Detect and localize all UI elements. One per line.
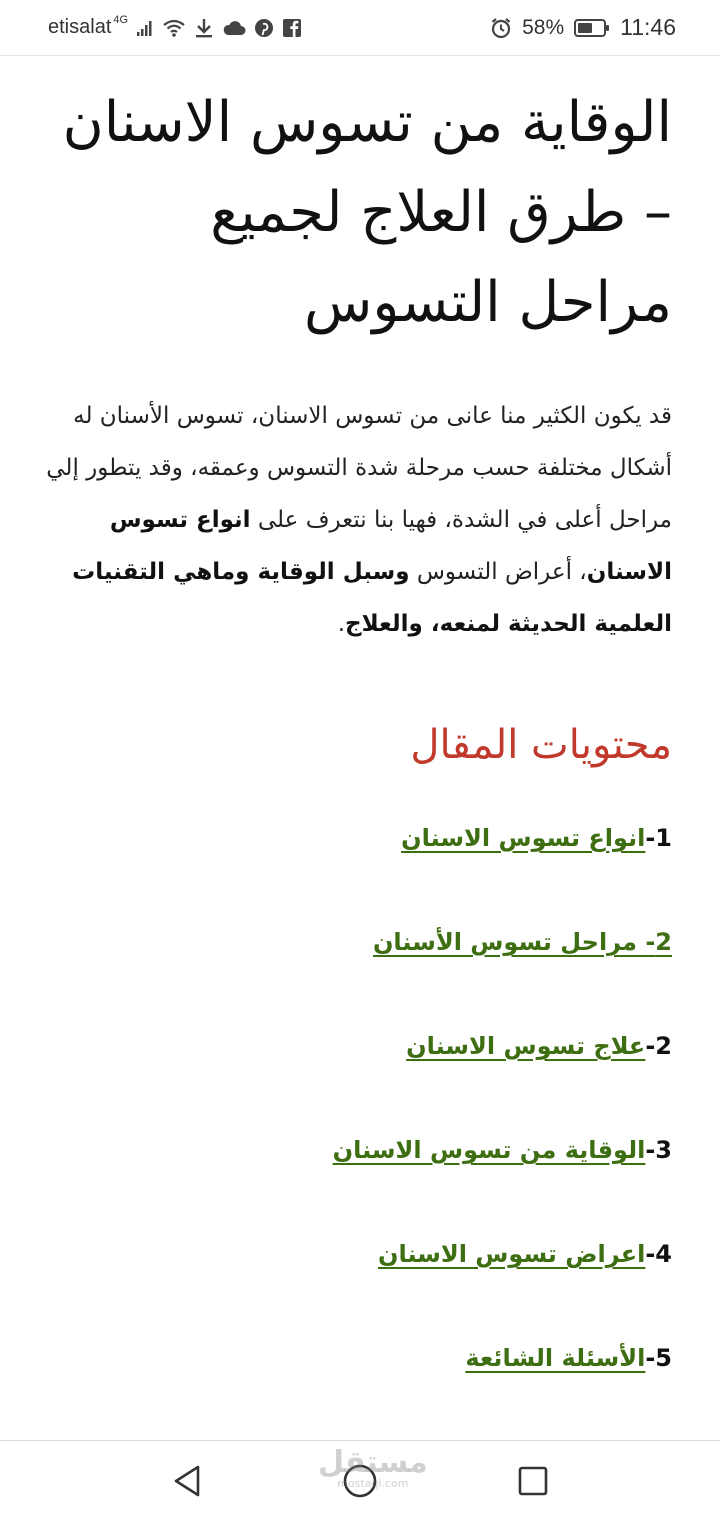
- toc-link-faq[interactable]: الأسئلة الشائعة: [465, 1344, 646, 1372]
- back-button[interactable]: [157, 1451, 217, 1511]
- intro-text-3: .: [337, 611, 346, 637]
- status-bar-right: [490, 14, 676, 41]
- intro-bold-1: انواع تسوس الاسنان: [109, 507, 672, 585]
- status-bar-left: [48, 13, 302, 39]
- toc-link-caries-stages[interactable]: 2- مراحل تسوس الأسنان: [372, 928, 672, 956]
- article-title: الوقاية من تسوس الاسنان – طرق العلاج لجميع مراحل التسوس: [62, 90, 672, 335]
- toc-item-number: 1-: [645, 824, 672, 852]
- toc-link-caries-treatment[interactable]: علاج تسوس الاسنان: [406, 1032, 646, 1060]
- home-icon: [343, 1464, 377, 1498]
- facebook-icon: [282, 18, 302, 38]
- intro-text-2: ، أعراض التسوس: [409, 559, 587, 585]
- alarm-icon: [490, 17, 512, 39]
- home-button[interactable]: [330, 1451, 390, 1511]
- toc-link-caries-symptoms[interactable]: اعراض تسوس الاسنان: [377, 1240, 646, 1268]
- toc-item-number: 4-: [645, 1240, 672, 1268]
- toc-link-caries-types[interactable]: انواع تسوس الاسنان: [401, 824, 646, 852]
- pinterest-icon: [254, 18, 274, 38]
- toc-item: [44, 1234, 672, 1338]
- article: [0, 56, 720, 1442]
- watermark-text: مستقل: [318, 1445, 428, 1480]
- battery-percent: 58%: [522, 15, 565, 39]
- recents-icon: [518, 1466, 548, 1496]
- article-intro: [44, 390, 672, 650]
- toc-item: [44, 1130, 672, 1234]
- download-icon: [194, 17, 214, 39]
- recents-button[interactable]: [503, 1451, 563, 1511]
- toc-item: [44, 818, 672, 922]
- toc-item: [44, 1026, 672, 1130]
- toc-item-number: 2-: [645, 1032, 672, 1060]
- intro-text-1: قد يكون الكثير منا عانى من تسوس الاسنان، تسوس الأسنان له أشكال مختلفة حسب مرحلة شدة التسوس وعمقه، وقد يتطور إلي مراحل أعلى في الشدة، فهيا بنا نتعرف على: [46, 403, 672, 533]
- toc-link-caries-prevention[interactable]: الوقاية من تسوس الاسنان: [332, 1136, 646, 1164]
- navigation-bar: [0, 1440, 720, 1520]
- network-type: 4G: [113, 13, 129, 26]
- toc-heading: محتويات المقال: [410, 722, 672, 768]
- toc-item: [44, 922, 672, 1026]
- carrier-name: etisalat: [48, 16, 112, 38]
- status-bar: [0, 0, 720, 56]
- intro-bold-2: وسبل الوقاية وماهي التقنيات العلمية الحديثة لمنعه، والعلاج: [72, 559, 672, 637]
- battery-icon: [574, 18, 610, 38]
- toc-item-number: 5-: [645, 1344, 672, 1372]
- back-icon: [172, 1464, 202, 1498]
- table-of-contents: [44, 818, 672, 1442]
- toc-item-number: 3-: [645, 1136, 672, 1164]
- wifi-icon: [162, 18, 186, 38]
- toc-item: [44, 1338, 672, 1442]
- signal-icon: [136, 19, 154, 37]
- clock: 11:46: [620, 14, 676, 40]
- watermark-subtext: mostaql.com: [337, 1477, 409, 1490]
- cloud-icon: [222, 19, 246, 37]
